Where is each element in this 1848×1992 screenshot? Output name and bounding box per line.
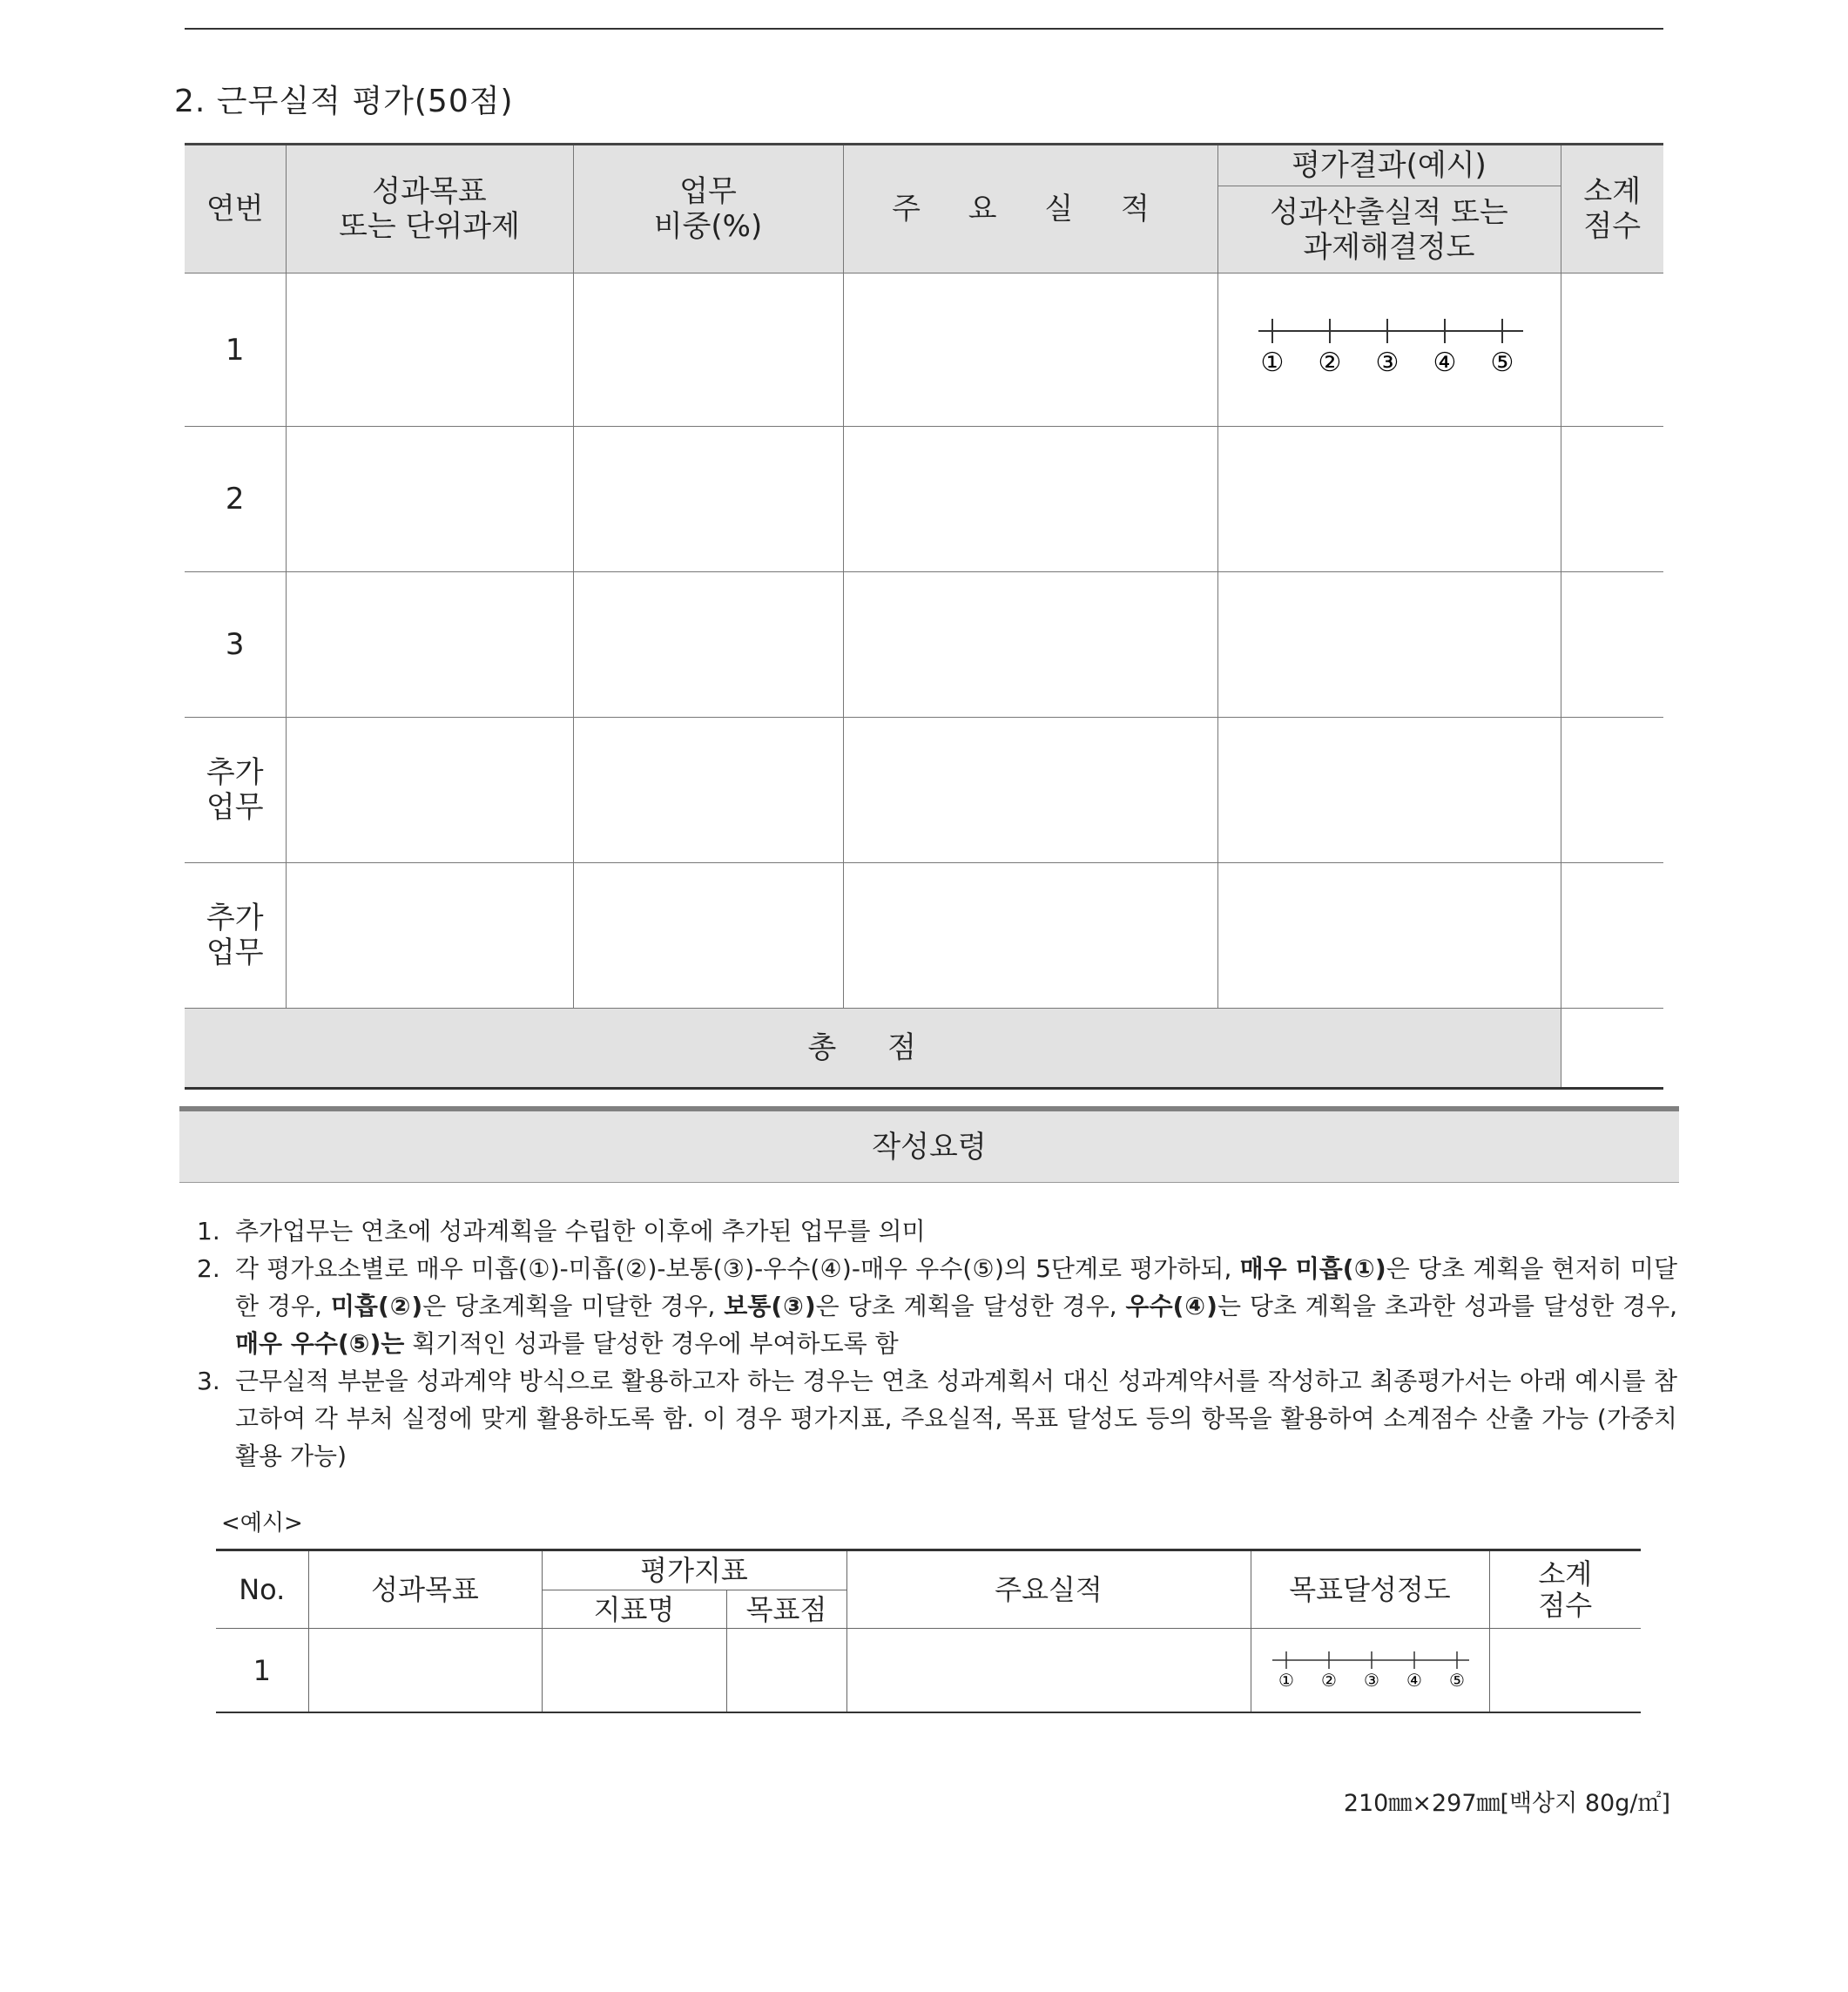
- table-row: [185, 572, 1663, 718]
- subtotal-cell[interactable]: [1561, 572, 1663, 718]
- work-performance-table: [185, 143, 1663, 1090]
- table-row: [185, 718, 1663, 863]
- ex-achievement-level-cell[interactable]: [1251, 1629, 1489, 1713]
- row-no: 추가 업무: [185, 863, 286, 1009]
- header-goal: 성과목표 또는 단위과제: [286, 145, 573, 273]
- subtotal-cell[interactable]: [1561, 718, 1663, 863]
- row-no: 3: [185, 572, 286, 718]
- guide-note-emphasis: 매우 미흡(①): [1239, 1254, 1386, 1283]
- guide-note-segment: 은 당초계획을 미달한 경우,: [422, 1292, 725, 1320]
- achievements-cell[interactable]: [843, 273, 1217, 427]
- weight-cell[interactable]: [573, 718, 843, 863]
- example-table: [216, 1549, 1641, 1713]
- achievements-cell[interactable]: [843, 863, 1217, 1009]
- subtotal-cell[interactable]: [1561, 863, 1663, 1009]
- weight-cell[interactable]: [573, 427, 843, 572]
- subtotal-cell[interactable]: [1561, 273, 1663, 427]
- paper-spec: 210㎜×297㎜[백상지 80g/㎡]: [1343, 1790, 1670, 1817]
- ex-header-subtotal: 소계 점수: [1489, 1550, 1641, 1629]
- ex-header-goal: 성과목표: [308, 1550, 542, 1629]
- scale-label: ②: [1320, 1670, 1337, 1691]
- guide-note-text: [235, 1212, 1677, 1250]
- header-no: 연번: [185, 145, 286, 273]
- scale-label: ④: [1406, 1670, 1422, 1691]
- guide-note-number: 1.: [197, 1217, 220, 1246]
- ex-header-target: 목표점: [726, 1590, 846, 1629]
- ex-rating-scale: [1251, 1629, 1490, 1705]
- ex-header-indicator-group: 평가지표: [542, 1550, 846, 1590]
- scale-label: ①: [1278, 1670, 1294, 1691]
- ex-goal-cell[interactable]: [308, 1629, 542, 1713]
- top-rule: [185, 28, 1663, 30]
- header-achievements: [843, 145, 1217, 273]
- scale-label: ④: [1433, 348, 1456, 378]
- writing-guide-notes: [197, 1212, 1677, 1475]
- goal-cell[interactable]: [286, 572, 573, 718]
- ex-achievements-cell[interactable]: [846, 1629, 1251, 1713]
- ex-subtotal-cell[interactable]: [1489, 1629, 1641, 1713]
- goal-cell[interactable]: [286, 427, 573, 572]
- achievements-cell[interactable]: [843, 718, 1217, 863]
- result-cell[interactable]: [1217, 863, 1561, 1009]
- subtotal-cell[interactable]: [1561, 427, 1663, 572]
- table-row: [185, 273, 1663, 427]
- total-row: [185, 1009, 1663, 1089]
- weight-cell[interactable]: [573, 273, 843, 427]
- scale-label: ⑤: [1448, 1670, 1465, 1691]
- goal-cell[interactable]: [286, 863, 573, 1009]
- result-cell[interactable]: [1217, 427, 1561, 572]
- weight-cell[interactable]: [573, 572, 843, 718]
- guide-note-emphasis: 우수(④): [1125, 1292, 1217, 1320]
- guide-note-segment: 은 당초 계획을 달성한 경우,: [815, 1292, 1126, 1320]
- table-row: [216, 1629, 1641, 1713]
- header-result-group: 평가결과(예시): [1217, 145, 1561, 186]
- scale-label: ③: [1363, 1670, 1379, 1691]
- guide-note-emphasis: 미흡(②): [330, 1292, 423, 1320]
- scale-label: ③: [1375, 348, 1399, 378]
- row-no: 1: [185, 273, 286, 427]
- header-achievements-text: 주 요 실 적: [892, 192, 1169, 226]
- guide-note-segment: 은 당초 계획을 현저히 미달한 경우,: [235, 1254, 1677, 1320]
- guide-note: [197, 1212, 1677, 1250]
- header-weight: 업무 비중(%): [573, 145, 843, 273]
- scale-label: ⑤: [1490, 348, 1514, 378]
- guide-note-segment: 근무실적 부분을 성과계약 방식으로 활용하고자 하는 경우는 연초 성과계획서 대신 성과계약서를 작성하고 최종평가서는 아래 예시를 참고하여 각 부처 실정에 맞게 활용하도록 함. 이 경우 평가지표, 주요실적, 목표 달성도 등의 항목을 활용하여 소계점수 산출 가능 (가중치 활용 가능): [235, 1367, 1677, 1470]
- writing-guide-title: 작성요령: [179, 1106, 1679, 1183]
- guide-note-segment: 획기적인 성과를 달성한 경우에 부여하도록 함: [404, 1329, 899, 1358]
- ex-row-no: 1: [216, 1629, 308, 1713]
- goal-cell[interactable]: [286, 273, 573, 427]
- ex-header-indicator-name: 지표명: [542, 1590, 726, 1629]
- guide-note-segment: 각 평가요소별로 매우 미흡(①)-미흡(②)-보통(③)-우수(④)-매우 우수(⑤)의 5단계로 평가하되,: [235, 1254, 1240, 1283]
- scale-label: ②: [1318, 348, 1341, 378]
- ex-indicator-name-cell[interactable]: [542, 1629, 726, 1713]
- guide-note-emphasis: 매우 우수(⑤)는: [235, 1329, 405, 1358]
- guide-note-text: [235, 1362, 1677, 1475]
- rating-scale: [1218, 273, 1561, 418]
- guide-note-number: 2.: [197, 1254, 220, 1283]
- total-score-cell[interactable]: [1561, 1009, 1663, 1089]
- weight-cell[interactable]: [573, 863, 843, 1009]
- ex-header-achievements: 주요실적: [846, 1550, 1251, 1629]
- guide-note-segment: 추가업무는 연초에 성과계획을 수립한 이후에 추가된 업무를 의미: [235, 1217, 926, 1246]
- ex-header-achievement-level: 목표달성정도: [1251, 1550, 1489, 1629]
- row-no: 2: [185, 427, 286, 572]
- header-result-sub: 성과산출실적 또는 과제해결정도: [1217, 186, 1561, 273]
- guide-note: [197, 1362, 1677, 1475]
- guide-note-number: 3.: [197, 1367, 220, 1395]
- ex-header-no: No.: [216, 1550, 308, 1629]
- result-cell[interactable]: [1217, 718, 1561, 863]
- result-cell[interactable]: [1217, 572, 1561, 718]
- achievements-cell[interactable]: [843, 427, 1217, 572]
- goal-cell[interactable]: [286, 718, 573, 863]
- example-label: <예시>: [221, 1510, 303, 1536]
- row-no: 추가 업무: [185, 718, 286, 863]
- guide-note-segment: 는 당초 계획을 초과한 성과를 달성한 경우,: [1217, 1292, 1678, 1320]
- section-title: 2. 근무실적 평가(50점): [174, 84, 514, 119]
- guide-note: [197, 1250, 1677, 1362]
- table-row: [185, 863, 1663, 1009]
- result-cell[interactable]: [1217, 273, 1561, 427]
- achievements-cell[interactable]: [843, 572, 1217, 718]
- guide-note-emphasis: 보통(③): [724, 1292, 816, 1320]
- header-subtotal: 소계 점수: [1561, 145, 1663, 273]
- scale-label: ①: [1260, 348, 1284, 378]
- total-label: 총 점: [185, 1009, 1561, 1089]
- ex-target-cell[interactable]: [726, 1629, 846, 1713]
- table-row: [185, 427, 1663, 572]
- guide-note-text: [235, 1250, 1677, 1362]
